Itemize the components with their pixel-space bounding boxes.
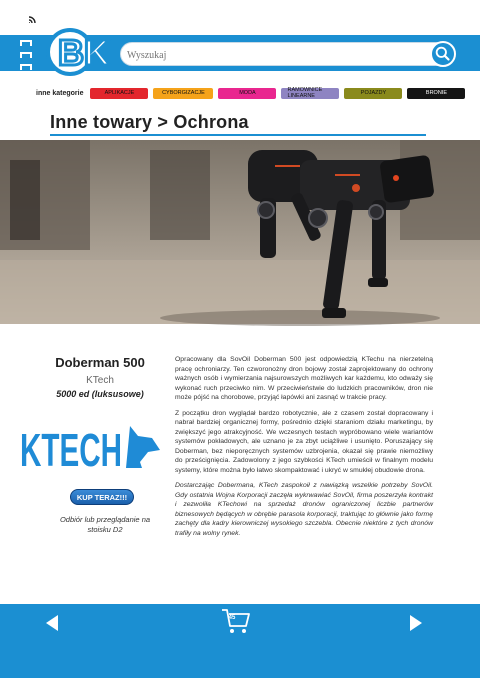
product-price: 5000 ed (luksusowe)	[56, 389, 144, 399]
search-icon[interactable]	[430, 41, 456, 67]
search-input[interactable]	[127, 47, 427, 63]
svg-text:BK: BK	[58, 32, 110, 73]
ktech-logo	[20, 418, 162, 474]
description-paragraph: Dostarczając Dobermana, KTech zaspokoił z nawiązką wszelkie potrzeby SovOil. Gdy ostatnia Wojna Korporacji zaczęła wykrwawiać SovOil, firma poszerzyła kontrakt i zezwoliła KTechowi na sprzedaż dronów ograniczonej liczbie partnerów biznesowych będących w obrębie parasola korporacji, traktując to głównie jako formę zachęty dla kadry kierowniczej wysokiego szczebla. Obecnie niektóre z tych dronów trafiły na wolny rynek.	[175, 482, 433, 537]
product-name: Doberman 500	[55, 355, 145, 370]
product-maker: KTech	[86, 375, 114, 386]
menu-icon[interactable]	[20, 40, 38, 70]
category-chip-bronie[interactable]: BRONIE	[407, 88, 465, 99]
next-page-arrow-icon[interactable]	[406, 613, 426, 633]
page-title: Inne towary > Ochrona	[50, 112, 249, 132]
site-logo[interactable]	[46, 22, 118, 80]
cart-icon[interactable]	[220, 606, 252, 636]
product-summary	[40, 355, 160, 399]
category-chip-ramownice[interactable]: RAMOWNICE LINEARNE	[281, 88, 339, 99]
signal-icon	[28, 14, 38, 24]
search-box	[120, 42, 454, 66]
category-chip-cyborgizacje[interactable]: CYBORGIZACJE	[153, 88, 213, 99]
pickup-note: Odbiór lub przeglądanie na stoisku D2	[59, 515, 151, 534]
description-paragraph: Z początku dron wyglądał bardzo robotycznie, ale z czasem został dopracowany i nabrał bardziej organicznej formy, pośrednio dzięki staraniom działu marketingu, by zwiększyć jego atrakcyjność. We wczesnych testach wypróbowano wiele wariantów systemów pokładowych, ale uznano je za zbyt uciążliwe i usunięto. Poruszający się Doberman, bez nieporęcznych systemów uzbrojenia, okazał się prawie niemożliwy do prześcignięcia. Zadowolony z jego szybkości KTech umieścił w finalnym modelu systemy, które można było łatwo skompaktować i ukryć w smukłej obudowie drona.	[175, 409, 433, 474]
category-bar	[36, 85, 466, 101]
category-chip-pojazdy[interactable]: POJAZDY	[344, 88, 402, 99]
buy-now-button[interactable]: KUP TERAZ!!!	[70, 489, 134, 505]
category-chip-aplikacje[interactable]: APLIKACJE	[90, 88, 148, 99]
title-divider	[50, 134, 426, 136]
hero-image	[0, 140, 480, 324]
product-description	[175, 355, 433, 544]
category-chip-moda[interactable]: MODA	[218, 88, 276, 99]
previous-page-arrow-icon[interactable]	[42, 613, 62, 633]
brand-logo-text: KTECH	[20, 424, 122, 476]
category-label: inne kategorie	[36, 89, 84, 97]
page-number: 45	[228, 615, 236, 621]
description-paragraph: Opracowany dla SovOil Doberman 500 jest odpowiedzią KTechu na nierzetelną pracę ochroniarzy. Ten czworonożny dron bojowy został zaprojektowany do ochrony ważnych osób i wymierzania najsurowszych możliwych kar każdemu, kto odważy się wykonać ruch przeciwko nim. W przeciwieństwie do ludzkich pracowników, dron nie może pójść na chorobowe, przyjąć łapówki ani zasnąć w trakcie pracy.	[175, 356, 433, 401]
